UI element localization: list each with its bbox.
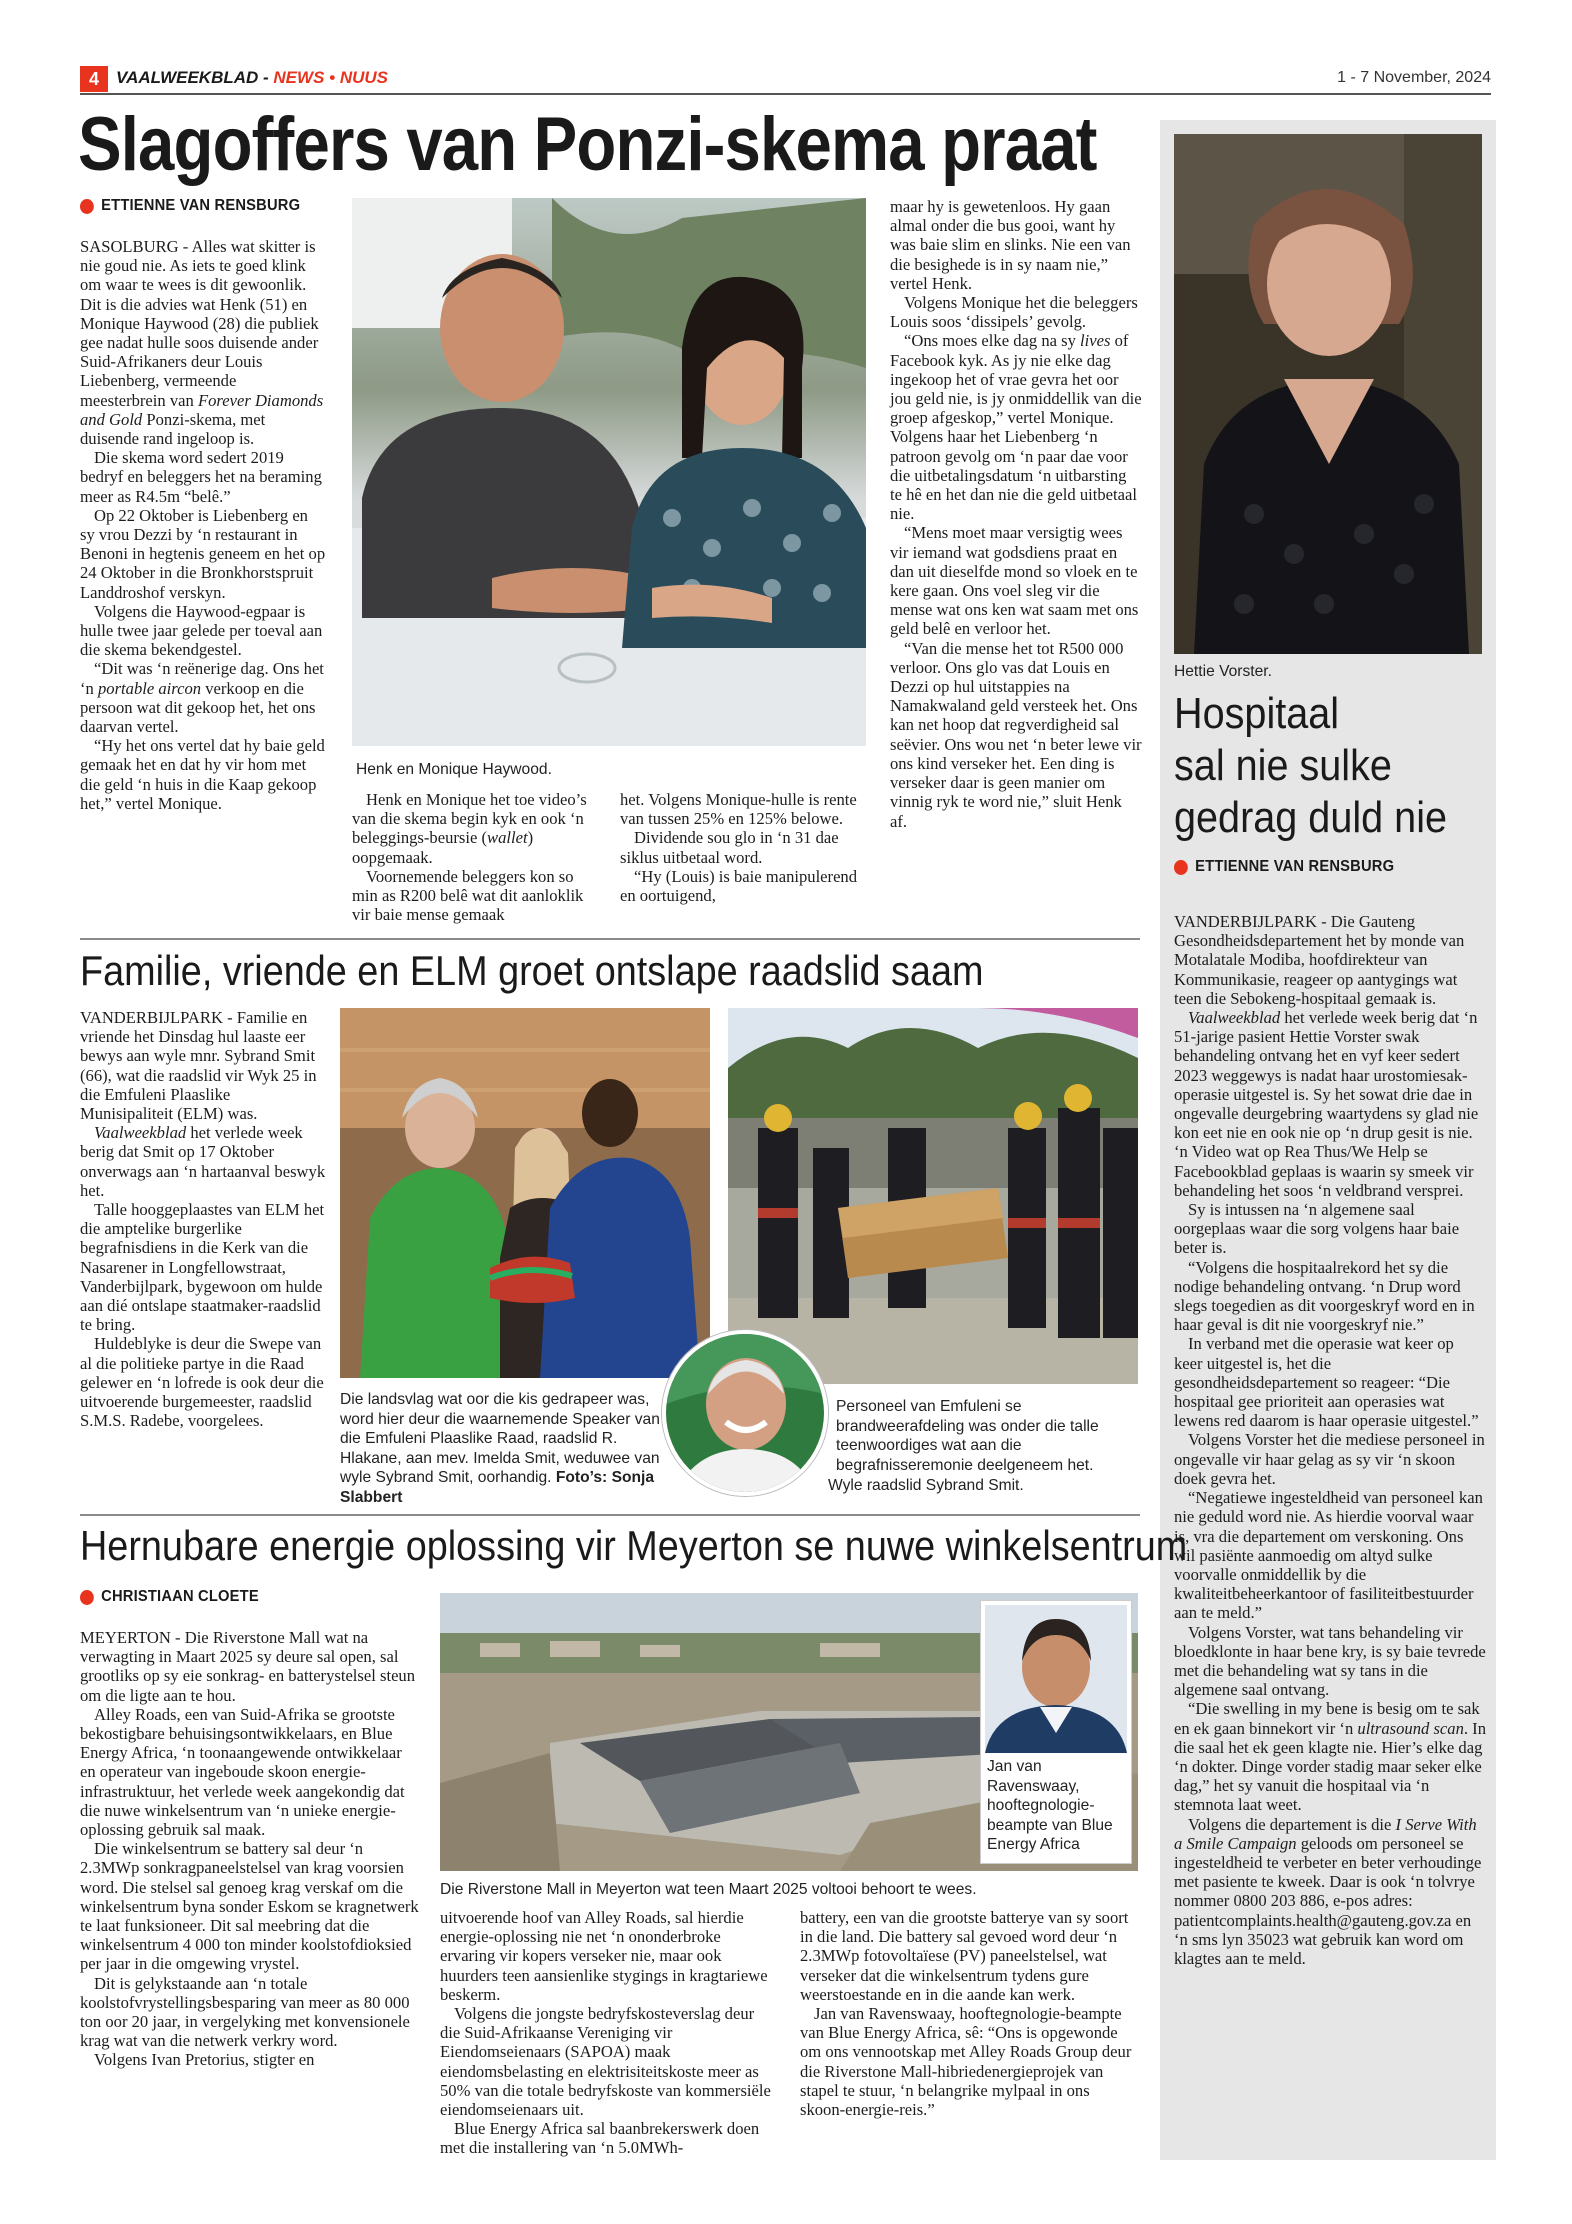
flag-handover-caption: Die landsvlag wat oor die kis gedrapeer was, word hier deur die waarnemende Speaker van die Emfuleni Plaaslike Raad, raadslid R. Hlakane, aan mev. Imelda Smit, weduwee van wyle Sybrand Smit, oorhandig. Foto’s: Sonja Slabbert bbox=[340, 1391, 660, 1506]
byline-dot-icon bbox=[80, 199, 94, 214]
byline-dot-icon bbox=[80, 1590, 94, 1605]
article2-body: VANDERBIJLPARK - Familie en vriende het Dinsdag hul laaste eer bewys aan wyle mnr. Sybrand Smit (66), wat die raadslid vir Wyk 25 in die Emfuleni Plaaslike Munisipaliteit (ELM) was. Vaalweekblad het verlede week berig dat Smit op 17 Oktober onverwags aan ‘n hartaanval beswyk het. Talle hooggeplaastes van ELM het die amptelike burgerlike begrafnisdiens in die Kerk van die Nasarener in Longfellowstraat, Vanderbijlpark, bygewoon om hulde aan dié ontslape staatmaker-raadslid te bring. Huldeblyke is deur die Swepe van al die politieke partye in die Raad gelewer en ‘n lofrede is ook deur die uitvoerende burgemeester, raadslid S.M.S. Radebe, voorgelees. bbox=[80, 1008, 326, 1431]
photo-credit: Foto’s: Sonja Slabbert bbox=[340, 1469, 655, 1506]
page-header bbox=[80, 66, 1491, 94]
page-number: 4 bbox=[80, 66, 108, 92]
issue-date: 1 - 7 November, 2024 bbox=[1337, 69, 1491, 86]
sidebar-byline: ETTIENNE VAN RENSBURG bbox=[1174, 858, 1394, 876]
jan-van-ravenswaay-caption: Jan van Ravenswaay, hooftegnologie-beampte van Blue Energy Africa bbox=[987, 1758, 1113, 1853]
article2-headline: Familie, vriende en ELM groet ontslape raadslid saam bbox=[80, 947, 984, 994]
article3-column-1: MEYERTON - Die Riverstone Mall wat na verwagting in Maart 2025 sy deure sal open, sal grootliks op sy eie sonkrag- en batterystelsel steun om die ligte aan te hou. Alley Roads, een van Suid-Afrika se grootste bekostigbare behuisingsontwikkelaars, en Blue Energy Africa, ‘n toonaangewende ontwikkelaar en operateur van ingeboude skoon energie-infrastruktuur, het verlede week aangekondig dat die nuwe winkelsentrum van ‘n unieke energie-oplossing gebruik sal maak. Die winkelsentrum se battery sal deur ‘n 2.3MWp sonkragpaneelstelsel van krag voorsien word. Die stelsel sal genoeg krag verskaf om die winkelsentrum byna sonder Eskom se kragnetwerk te laat funksioneer. Dit sal meebring dat die winkelsentrum 4 000 ton minder koolstofdioksied per jaar in die omgewing vrystel. Dit is gelykstaande aan ‘n totale koolstofvrystellingsbesparing van meer as 80 000 ton oor 20 jaar, in vergelyking met konvensionele krag wat van die netwerk verkry word. Volgens Ivan Pretorius, stigter en bbox=[80, 1628, 419, 2070]
article1-column-2: Henk en Monique het toe video’s van die skema begin kyk en ook ‘n beleggings-beursie (wallet) oopgemaak. Voornemende beleggers kon so min as R200 belê wat dit aanloklik vir baie mense gemaak bbox=[352, 790, 587, 925]
article3-headline: Hernubare energie oplossing vir Meyerton se nuwe winkelsentrum bbox=[80, 1522, 1188, 1569]
haywood-photo bbox=[352, 198, 866, 746]
article1-column-1: SASOLBURG - Alles wat skitter is nie goud nie. As iets te goed klink om waar te wees is dit gewoonlik. Dit is die advies wat Henk (51) en Monique Haywood (28) die publiek gee nadat hulle soos duisende ander Suid-Afrikaners deur Louis Liebenberg, vermeende meesterbrein van Forever Diamonds and Gold Ponzi-skema, met duisende rand ingeloop is. Die skema word sedert 2019 bedryf en beleggers het na beraming meer as R4.5m “belê.” Op 22 Oktober is Liebenberg en sy vrou Dezzi by ‘n restaurant in Benoni in hegtenis geneem en het op 24 Oktober in die Bronkhorstspruit Landdroshof verskyn. Volgens die Haywood-egpaar is hulle twee jaar gelede per toeval aan die skema bekendgestel. “Dit was ‘n reënerige dag. Ons het ‘n portable aircon verkoop en die persoon wat dit gekoop het, het ons daarvan vertel. “Hy het ons vertel dat hy baie geld gemaak het en dat hy vir hom met die geld ‘n huis in die Kaap gekoop het,” vertel Monique. bbox=[80, 237, 326, 813]
flag-handover-photo bbox=[340, 1008, 710, 1378]
hettie-vorster-caption: Hettie Vorster. bbox=[1174, 663, 1272, 680]
jan-van-ravenswaay-photo bbox=[985, 1605, 1127, 1753]
sybrand-smit-caption: Wyle raadslid Sybrand Smit. bbox=[828, 1477, 1024, 1494]
article1-column-4: maar hy is gewetenloos. Hy gaan almal onder die bus gooi, want hy was baie slim en slinks. Nie een van die besighede is in sy naam nie,” vertel Henk. Volgens Monique het die beleggers Louis soos ‘dissipels’ gevolg. “Ons moes elke dag na sy lives of Facebook kyk. As jy nie elke dag ingekoop het of vrae gevra het oor jou geld nie, is jy onmiddellik van die groep afgeskop,” vertel Monique. Volgens haar het Liebenberg ‘n patroon gevolg om ‘n paar dae voor die uitbetalingsdatum ‘n uitbarsting te hê en het dan nie die geld uitbetaal nie. “Mens moet maar versigtig wees vir iemand wat godsdiens praat en dan uit dieselfde mond so vloek en te kere gaan. Ons voel sleg vir die mense wat ons ken wat saam met ons geld belê en verloor het. “Van die mense het tot R500 000 verloor. Ons glo vas dat Louis en Dezzi op hul uitstappies na Namakwaland geld versteek het. Ons kan net hoop dat regverdigheid sal seëvier. Ons wou net ‘n beter lewe vir ons kind verseker het. Een ding is verseker daar is geen manier om vinnig ryk te word nie,” sluit Henk af. bbox=[890, 197, 1142, 831]
article1-column-3: het. Volgens Monique-hulle is rente van tussen 25% en 125% belowe. Dividende sou glo in ‘n 31 dae siklus uitbetaal word. “Hy (Louis) is baie manipulerend en oortuigend, bbox=[620, 790, 858, 906]
hettie-vorster-photo bbox=[1174, 134, 1482, 654]
fire-brigade-funeral-photo bbox=[728, 1008, 1138, 1384]
jan-van-ravenswaay-inset bbox=[980, 1600, 1132, 1864]
article3-column-2: uitvoerende hoof van Alley Roads, sal hierdie energie-oplossing nie net ‘n ononderbroke ervaring vir kopers verseker nie, maar ook huurders teen aansienlike stygings in kragtariewe beskerm. Volgens die jongste bedryfskosteverslag deur die Suid-Afrikaanse Vereniging vir Eiendomseienaars (SAPOA) maak eiendomsbelasting en elektrisiteitskoste meer as 50% van die totale bedryfskoste van kommersiële eiendomseienaars uit. Blue Energy Africa sal baanbrekerswerk doen met die installering van ‘n 5.0MWh- bbox=[440, 1908, 771, 2158]
header-rule bbox=[80, 93, 1491, 95]
sidebar-body: VANDERBIJLPARK - Die Gauteng Gesondheidsdepartement het by monde van Motalatale Modiba, hoofdirekteur van Kommunikasie, reageer op aantygings wat teen die Sebokeng-hospitaal gemaak is. Vaalweekblad het verlede week berig dat ‘n 51-jarige pasient Hettie Vorster swak behandeling ontvang het en vyf keer sedert 2023 weggewys is nadat haar urostomiesak-operasie uitgestel is. Sy het sowat drie dae in ongevalle deurgebring waartydens sy glad nie kon eet nie en ook nie op ‘n drup gesit is nie. ‘n Video wat op Rea Thus/We Help se Facebookblad geplaas is waarin sy smeek vir behandeling het soos ‘n veldbrand versprei. Sy is intussen na ‘n algemene saal oorgeplaas waar die sorg volgens haar baie beter is. “Volgens die hospitaalrekord het sy die nodige behandeling ontvang. ‘n Drup word slegs toegedien as dit voorgeskryf word en in haar geval is dit nie voorgeskryf nie.” In verband met die operasie wat keer op keer uitgestel is, het die gesondheidsdepartement so reageer: “Die hospitaal gee prioriteit aan operasies wat lewens red daarom is haar operasie uitgestel.” Volgens Vorster het die mediese personeel in ongevalle vir haar gelag as sy vir ‘n skoon doek gevra het. “Negatiewe ingesteldheid van personeel kan nie geduld word nie. As hierdie voorval waar is, vra die departement om verskoning. Ons wil pasiënte aanmoedig om altyd sulke voorvalle onmiddellik by die kwaliteitbeheerkantoor of fasiliteitbestuurder aan te meld.” Volgens Vorster, wat tans behandeling vir bloedklonte in haar bene kry, is sy baie tevrede met die behandeling wat sy tans in die algemene saal ontvang. “Die swelling in my bene is besig om te sak en ek gaan binnekort vir ‘n ultrasound scan. In die saal het ek geen klagte nie. Hier’s elke dag ‘n dokter. Dinge vorder stadig maar seker elke dag,” het sy vanuit die hospitaal via ‘n stemnota laat weet. Volgens die departement is die I Serve With a Smile Campaign geloods om personeel se ingesteldheid te verbeter en beter verhoudinge met pasiente te kweek. Daar is ook ‘n tolvrye nommer 0800 203 886, e-pos adres: patientcomplaints.health@gauteng.gov.za en ‘n sms lyn 35023 wat gebruik kan word om klagtes aan te meld. bbox=[1174, 912, 1486, 1968]
section-nuus: NUUS bbox=[339, 68, 388, 87]
article1-headline: Slagoffers van Ponzi-skema praat bbox=[78, 102, 1097, 187]
sidebar-headline: Hospitaal sal nie sulke gedrag duld nie bbox=[1174, 689, 1448, 842]
article3-byline: CHRISTIAAN CLOETE bbox=[80, 1588, 259, 1606]
article1-bottom-rule bbox=[80, 938, 1140, 940]
byline-dot-icon bbox=[1174, 860, 1188, 875]
masthead: VAALWEEKBLAD bbox=[116, 68, 259, 87]
haywood-photo-caption: Henk en Monique Haywood. bbox=[356, 761, 552, 778]
section-label: VAALWEEKBLAD - NEWS • NUUS bbox=[116, 68, 388, 87]
section-news: NEWS bbox=[273, 68, 325, 87]
article3-column-3: battery, een van die grootste batterye van sy soort in die land. Die battery sal gevoed word deur ‘n 2.3MWp fotovoltaïese (PV) paneelstelsel, wat verseker dat die winkelsentrum tydens gure weerstoestande en in die aande kan werk. Jan van Ravenswaay, hooftegnologie-beampte van Blue Energy Africa, sê: “Ons is opgewonde om ons vennootskap met Alley Roads Group deur die Riverstone Mall-hibriedenergieprojek van stapel te stuur, ‘n belangrike mylpaal in ons skoon-energie-reis.” bbox=[800, 1908, 1132, 2120]
article1-byline: ETTIENNE VAN RENSBURG bbox=[80, 197, 300, 215]
article2-bottom-rule bbox=[80, 1514, 1140, 1516]
riverstone-mall-caption: Die Riverstone Mall in Meyerton wat teen Maart 2025 voltooi behoort te wees. bbox=[440, 1881, 977, 1898]
sybrand-smit-portrait bbox=[662, 1330, 828, 1496]
sidebar-panel bbox=[1160, 120, 1496, 2160]
fire-brigade-caption: Personeel van Emfuleni se brandweerafdeling was onder die talle teenwoordiges wat aan die begrafnisseremonie deelgeneem het. bbox=[836, 1398, 1099, 1474]
